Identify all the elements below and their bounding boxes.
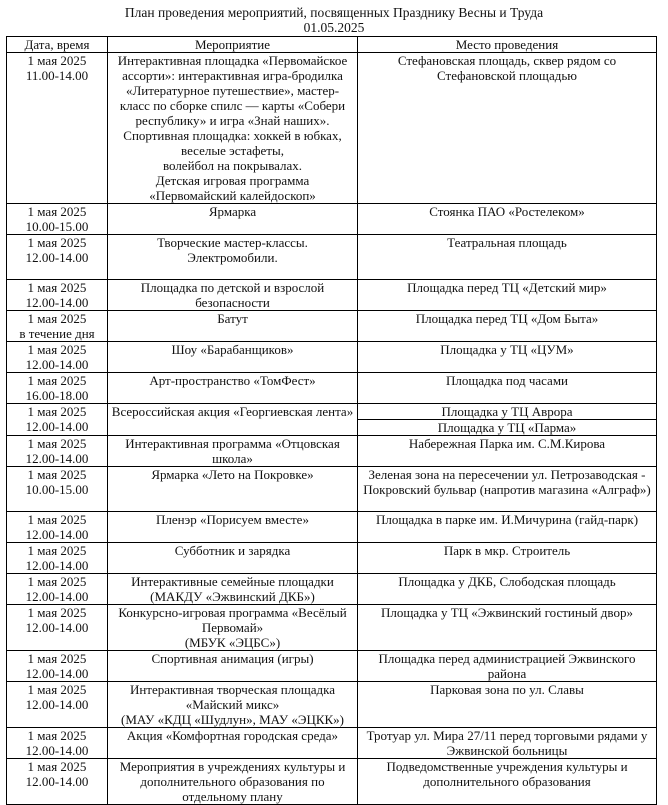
event-text: Интерактивная творческая площадка «Майский микс» bbox=[129, 682, 336, 712]
time-text: 12.00-14.00 bbox=[25, 250, 89, 265]
place-text: Парковая зона по ул. Славы bbox=[430, 682, 584, 697]
event-cell bbox=[108, 311, 358, 342]
event-text: Творческие мастер-классы. bbox=[157, 235, 308, 250]
table-row bbox=[7, 728, 657, 759]
place-cell bbox=[358, 512, 657, 543]
event-cell bbox=[108, 235, 358, 280]
table-row bbox=[7, 280, 657, 311]
title-line-1: План проведения мероприятий, посвященных Празднику Весны и Труда bbox=[124, 5, 544, 20]
date-time-cell bbox=[7, 204, 108, 235]
event-text: Интерактивная площадка «Первомайское ассорти»: интерактивная игра-бродилка «Литературное путешествие», мастер-класс по сборке спилс — карты «Собери республику» и игра «Знай наших». bbox=[117, 53, 348, 128]
time-text: 12.00-14.00 bbox=[25, 620, 89, 635]
place-text: Стоянка ПАО «Ростелеком» bbox=[429, 204, 585, 219]
time-text: в течение дня bbox=[19, 326, 95, 341]
table-header-row bbox=[7, 37, 657, 53]
time-text: 12.00-14.00 bbox=[25, 558, 89, 573]
event-cell bbox=[108, 605, 358, 651]
event-text: Всероссийская акция «Георгиевская лента» bbox=[111, 404, 354, 419]
date-text: 1 мая 2025 bbox=[27, 342, 87, 357]
date-text: 1 мая 2025 bbox=[27, 373, 87, 388]
place-cell bbox=[358, 404, 657, 436]
date-time-cell bbox=[7, 759, 108, 805]
date-time-cell bbox=[7, 404, 108, 436]
place-cell bbox=[358, 342, 657, 373]
event-text: Пленэр «Порисуем вместе» bbox=[156, 512, 309, 527]
place-cell bbox=[358, 728, 657, 759]
place-text: Площадка у ТЦ «Эжвинский гостиный двор» bbox=[381, 605, 633, 620]
event-cell bbox=[108, 759, 358, 805]
table-row bbox=[7, 512, 657, 543]
date-time-cell bbox=[7, 280, 108, 311]
table-body bbox=[7, 53, 657, 805]
event-cell bbox=[108, 574, 358, 605]
event-text: Электромобили. bbox=[187, 250, 278, 265]
table-row bbox=[7, 605, 657, 651]
event-text: Площадка по детской и взрослой безопасности bbox=[140, 280, 325, 310]
date-text: 1 мая 2025 bbox=[27, 204, 87, 219]
table-row bbox=[7, 342, 657, 373]
table-row bbox=[7, 651, 657, 682]
event-cell bbox=[108, 204, 358, 235]
date-time-cell bbox=[7, 728, 108, 759]
time-text: 12.00-14.00 bbox=[25, 666, 89, 681]
date-time-cell bbox=[7, 53, 108, 204]
time-text: 10.00-15.00 bbox=[25, 482, 89, 497]
date-time-cell bbox=[7, 311, 108, 342]
date-time-cell bbox=[7, 543, 108, 574]
place-cell bbox=[358, 53, 657, 204]
table-row bbox=[7, 467, 657, 512]
table-row bbox=[7, 759, 657, 805]
date-text: 1 мая 2025 bbox=[27, 543, 87, 558]
date-time-cell bbox=[7, 574, 108, 605]
place-cell bbox=[358, 311, 657, 342]
date-text: 1 мая 2025 bbox=[27, 467, 87, 482]
title-line-2: 01.05.2025 bbox=[303, 20, 365, 35]
time-text: 10.00-15.00 bbox=[25, 219, 89, 234]
event-text: Батут bbox=[217, 311, 248, 326]
table-row bbox=[7, 204, 657, 235]
place-cell bbox=[358, 467, 657, 512]
time-text: 12.00-14.00 bbox=[25, 295, 89, 310]
table-row bbox=[7, 436, 657, 467]
event-text: Интерактивная программа «Отцовская школа» bbox=[125, 436, 340, 466]
place-cell bbox=[358, 682, 657, 728]
event-cell bbox=[108, 467, 358, 512]
date-time-cell bbox=[7, 682, 108, 728]
date-text: 1 мая 2025 bbox=[27, 53, 87, 68]
date-text: 1 мая 2025 bbox=[27, 651, 87, 666]
place-text: Стефановская площадь, сквер рядом со Стефановской площадью bbox=[397, 53, 617, 83]
event-text: Арт-пространство «ТомФест» bbox=[149, 373, 316, 388]
place-text: Площадка перед администрацией Эжвинского района bbox=[378, 651, 636, 681]
event-cell bbox=[108, 512, 358, 543]
table-row bbox=[7, 574, 657, 605]
place-text: Площадка перед ТЦ «Детский мир» bbox=[407, 280, 607, 295]
table-row bbox=[7, 53, 657, 204]
date-text: 1 мая 2025 bbox=[27, 682, 87, 697]
event-text: (МАКДУ «Эжвинский ДКБ») bbox=[150, 589, 315, 604]
place-text: Зеленая зона на пересечении ул. Петрозаводская - Покровский бульвар (напротив магазина «Алграф») bbox=[363, 467, 651, 497]
time-text: 12.00-14.00 bbox=[25, 697, 89, 712]
time-text: 12.00-14.00 bbox=[25, 527, 89, 542]
time-text: 12.00-14.00 bbox=[25, 357, 89, 372]
header-date: Дата, время bbox=[7, 37, 108, 53]
time-text: 12.00-14.00 bbox=[25, 743, 89, 758]
table-row bbox=[7, 682, 657, 728]
place-text: Набережная Парка им. С.М.Кирова bbox=[408, 436, 606, 451]
event-cell bbox=[108, 543, 358, 574]
place-cell bbox=[358, 574, 657, 605]
place-text: Площадка перед ТЦ «Дом Быта» bbox=[415, 311, 599, 326]
event-text: Шоу «Барабанщиков» bbox=[171, 342, 294, 357]
event-cell bbox=[108, 682, 358, 728]
place-cell bbox=[358, 436, 657, 467]
date-text: 1 мая 2025 bbox=[27, 728, 87, 743]
header-event: Мероприятие bbox=[108, 37, 358, 53]
date-text: 1 мая 2025 bbox=[27, 605, 87, 620]
time-text: 16.00-18.00 bbox=[25, 388, 89, 403]
table-row bbox=[7, 404, 657, 436]
date-text: 1 мая 2025 bbox=[27, 574, 87, 589]
time-text: 12.00-14.00 bbox=[25, 774, 89, 789]
date-time-cell bbox=[7, 651, 108, 682]
time-text: 12.00-14.00 bbox=[25, 451, 89, 466]
time-text: 12.00-14.00 bbox=[25, 589, 89, 604]
date-time-cell bbox=[7, 605, 108, 651]
event-cell bbox=[108, 280, 358, 311]
event-text: Ярмарка bbox=[208, 204, 257, 219]
event-text: веселые эстафеты, bbox=[181, 143, 284, 158]
event-cell bbox=[108, 373, 358, 404]
event-text: (МАУ «КДЦ «Шудлун», МАУ «ЭЦКК») bbox=[120, 712, 345, 727]
date-text: 1 мая 2025 bbox=[27, 235, 87, 250]
place-text: Площадка в парке им. И.Мичурина (гайд-парк) bbox=[375, 512, 639, 527]
table-row bbox=[7, 373, 657, 404]
place-text: Подведомственные учреждения культуры и дополнительного образования bbox=[386, 759, 628, 789]
event-cell bbox=[108, 404, 358, 436]
place-text: Театральная площадь bbox=[447, 235, 567, 250]
date-time-cell bbox=[7, 467, 108, 512]
event-text: Интерактивные семейные площадки bbox=[131, 574, 334, 589]
date-text: 1 мая 2025 bbox=[27, 759, 87, 774]
event-text: Акция «Комфортная городская среда» bbox=[126, 728, 339, 743]
event-text: «Первомайский калейдоскоп» bbox=[149, 188, 316, 203]
event-cell bbox=[108, 53, 358, 204]
time-text: 12.00-14.00 bbox=[25, 419, 89, 434]
time-text: 11.00-14.00 bbox=[25, 68, 89, 83]
document-title bbox=[0, 5, 668, 35]
date-time-cell bbox=[7, 436, 108, 467]
event-cell bbox=[108, 342, 358, 373]
place-cell bbox=[358, 759, 657, 805]
event-cell bbox=[108, 651, 358, 682]
place-text: Тротуар ул. Мира 27/11 перед торговыми рядами у Эжвинской больницы bbox=[366, 728, 648, 758]
place-text: Площадка у ТЦ «Парма» bbox=[358, 419, 656, 435]
date-text: 1 мая 2025 bbox=[27, 404, 87, 419]
date-time-cell bbox=[7, 235, 108, 280]
date-time-cell bbox=[7, 342, 108, 373]
date-time-cell bbox=[7, 373, 108, 404]
header-place: Место проведения bbox=[358, 37, 657, 53]
place-cell bbox=[358, 280, 657, 311]
place-text: Площадка у ТЦ Аврора bbox=[441, 404, 573, 419]
event-text: Субботник и зарядка bbox=[174, 543, 291, 558]
event-text: Ярмарка «Лето на Покровке» bbox=[151, 467, 314, 482]
event-cell bbox=[108, 728, 358, 759]
date-text: 1 мая 2025 bbox=[27, 280, 87, 295]
date-text: 1 мая 2025 bbox=[27, 512, 87, 527]
place-cell bbox=[358, 235, 657, 280]
event-text: Мероприятия в учреждениях культуры и дополнительного образования по отдельному плану bbox=[119, 759, 346, 804]
place-text: Площадка у ТЦ «ЦУМ» bbox=[440, 342, 574, 357]
place-cell bbox=[358, 204, 657, 235]
event-text: Спортивная площадка: хоккей в юбках, bbox=[123, 128, 342, 143]
place-text: Парк в мкр. Строитель bbox=[443, 543, 571, 558]
event-text: Детская игровая программа bbox=[155, 173, 310, 188]
date-time-cell bbox=[7, 512, 108, 543]
date-text: 1 мая 2025 bbox=[27, 311, 87, 326]
events-table bbox=[6, 36, 657, 805]
table-row bbox=[7, 311, 657, 342]
event-text: волейбол на покрывалах. bbox=[162, 158, 303, 173]
event-text: (МБУК «ЭЦБС») bbox=[184, 635, 281, 650]
place-cell bbox=[358, 605, 657, 651]
table-row bbox=[7, 235, 657, 280]
place-text: Площадка под часами bbox=[445, 373, 569, 388]
table-row bbox=[7, 543, 657, 574]
event-cell bbox=[108, 436, 358, 467]
event-text: Спортивная анимация (игры) bbox=[151, 651, 314, 666]
date-text: 1 мая 2025 bbox=[27, 436, 87, 451]
place-cell bbox=[358, 543, 657, 574]
place-text: Площадка у ДКБ, Слободская площадь bbox=[398, 574, 616, 589]
place-cell bbox=[358, 373, 657, 404]
event-text: Конкурсно-игровая программа «Весёлый Первомай» bbox=[118, 605, 347, 635]
place-cell bbox=[358, 651, 657, 682]
